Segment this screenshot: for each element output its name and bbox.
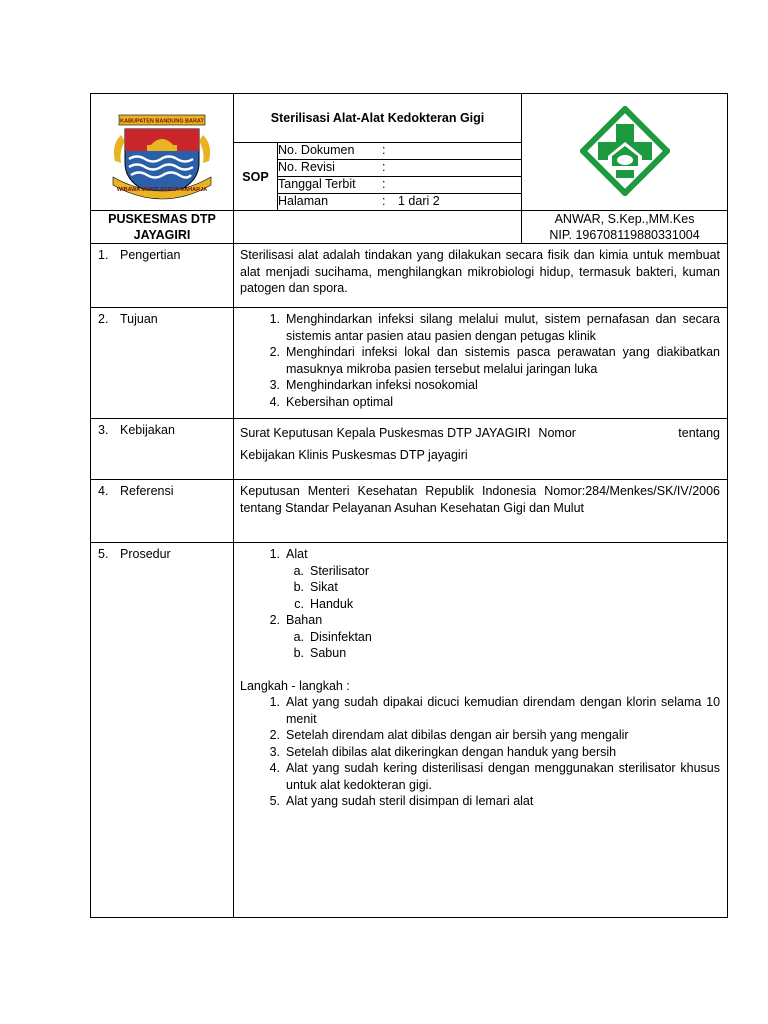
kebijakan-text-line2: Kebijakan Klinis Puskesmas DTP jayagiri <box>240 448 468 462</box>
org-name-cell <box>91 211 234 244</box>
kbb-logo-cell <box>91 94 234 211</box>
section-number: 1. <box>98 248 109 262</box>
doc-field-sep: : <box>382 143 398 160</box>
doc-field-label: Halaman <box>278 194 329 208</box>
org-name-line2: JAYAGIRI <box>133 228 191 242</box>
sop-document-table <box>90 93 728 918</box>
puskesmas-logo-cell <box>522 94 728 211</box>
doc-field-value <box>398 143 521 160</box>
kebijakan-text-b: Nomor <box>538 426 576 440</box>
section-label: Tujuan <box>120 312 158 326</box>
list-item: 2. Bahan <box>269 613 323 627</box>
section-row-kebijakan <box>91 419 728 480</box>
list-item: a. Disinfektan <box>293 629 372 644</box>
referensi-text: Keputusan Menteri Kesehatan Republik Indonesia Nomor:284/Menkes/SK/IV/2006 tentang Standar Pelayanan Asuhan Kesehatan Gigi dan Mulut <box>240 484 721 515</box>
kabupaten-emblem-icon <box>107 101 217 201</box>
doc-field-value: 1 dari 2 <box>398 194 440 208</box>
section-label: Prosedur <box>120 547 171 561</box>
list-item: b. Sabun <box>293 646 347 660</box>
doc-field-row <box>278 194 521 211</box>
list-item: 1. Alat yang sudah dipakai dicuci kemudian direndam dengan klorin selama 10 menit <box>269 695 721 726</box>
list-item: 4. Alat yang sudah kering disterilisasi dengan menggunakan sterilisator khusus untuk alat kedokteran gigi. <box>269 761 721 792</box>
svg-text:KABUPATEN BANDUNG BARAT: KABUPATEN BANDUNG BARAT <box>120 118 204 124</box>
doc-field-sep: : <box>382 177 398 194</box>
doc-fields-cell <box>278 143 522 211</box>
svg-text:WIBAWA MUKTI KERTA RAHARJA: WIBAWA MUKTI KERTA RAHARJA <box>116 186 208 193</box>
doc-field-label: No. Revisi <box>278 160 382 177</box>
doc-fields-table <box>278 143 521 210</box>
sop-label-cell <box>234 143 278 211</box>
puskesmas-logo-icon <box>580 106 670 196</box>
section-label: Kebijakan <box>120 423 175 437</box>
doc-field-value <box>398 177 521 194</box>
kebijakan-text-c: tentang <box>678 426 721 440</box>
section-label: Referensi <box>120 484 174 498</box>
kebijakan-text-a: Surat Keputusan Kepala Puskesmas DTP JAYAGIRI <box>240 426 531 440</box>
doc-field-sep: : <box>382 160 398 177</box>
section-number: 5. <box>98 547 109 561</box>
list-item: 4. Kebersihan optimal <box>269 394 394 409</box>
list-item: 2. Setelah direndam alat dibilas dengan air bersih yang mengalir <box>269 728 629 742</box>
list-item: 2. Menghindari infeksi lokal dan sistemis pasca perawatan yang diakibatkan masuknya mikroba pasien tersebut melalui jaringan luka <box>269 345 721 376</box>
org-name-line1: PUSKESMAS DTP <box>108 212 216 226</box>
list-item: a. Sterilisator <box>293 563 370 578</box>
pengertian-text: Sterilisasi alat adalah tindakan yang dilakukan secara fisik dan kimia untuk membuat alat menjadi sucihama, menghilangkan mikrobiologi hidup, termasuk bakteri, kuman patogen dan spora. <box>240 248 721 295</box>
doc-field-label: No. Dokumen <box>278 143 382 160</box>
section-number: 4. <box>98 484 109 498</box>
section-number: 2. <box>98 312 109 326</box>
list-item: b. Sikat <box>293 580 338 594</box>
doc-field-value <box>398 160 521 177</box>
list-item: 1. Menghindarkan infeksi silang melalui mulut, sistem pernafasan dan secara sistemis antar pasien atau pasien dengan petugas klinik <box>269 312 721 343</box>
list-item: 3. Setelah dibilas alat dikeringkan dengan handuk yang bersih <box>269 744 617 759</box>
list-item: 5. Alat yang sudah steril disimpan di lemari alat <box>269 794 534 808</box>
section-row-pengertian <box>91 244 728 308</box>
doc-field-sep: : <box>382 194 386 208</box>
list-item: c. Handuk <box>294 596 354 611</box>
signer-nip: NIP. 196708119880331004 <box>549 228 700 242</box>
signer-cell <box>522 211 728 244</box>
langkah-title: Langkah - langkah : <box>240 678 350 693</box>
sop-title-cell <box>234 94 522 143</box>
list-item: 3. Menghindarkan infeksi nosokomial <box>269 378 478 392</box>
section-row-tujuan <box>91 308 728 419</box>
doc-field-row <box>278 143 521 160</box>
doc-field-label: Tanggal Terbit <box>278 177 382 194</box>
sop-label: SOP <box>242 169 269 184</box>
signer-name: ANWAR, S.Kep.,MM.Kes <box>554 212 695 226</box>
section-label: Pengertian <box>120 248 181 262</box>
sop-title: Sterilisasi Alat-Alat Kedokteran Gigi <box>270 111 485 125</box>
section-number: 3. <box>98 423 109 437</box>
header-blank-cell <box>234 211 522 244</box>
section-row-referensi <box>91 480 728 543</box>
section-row-prosedur <box>91 543 728 918</box>
list-item: 1. Alat <box>269 547 308 561</box>
doc-field-row <box>278 177 521 194</box>
doc-field-row <box>278 160 521 177</box>
